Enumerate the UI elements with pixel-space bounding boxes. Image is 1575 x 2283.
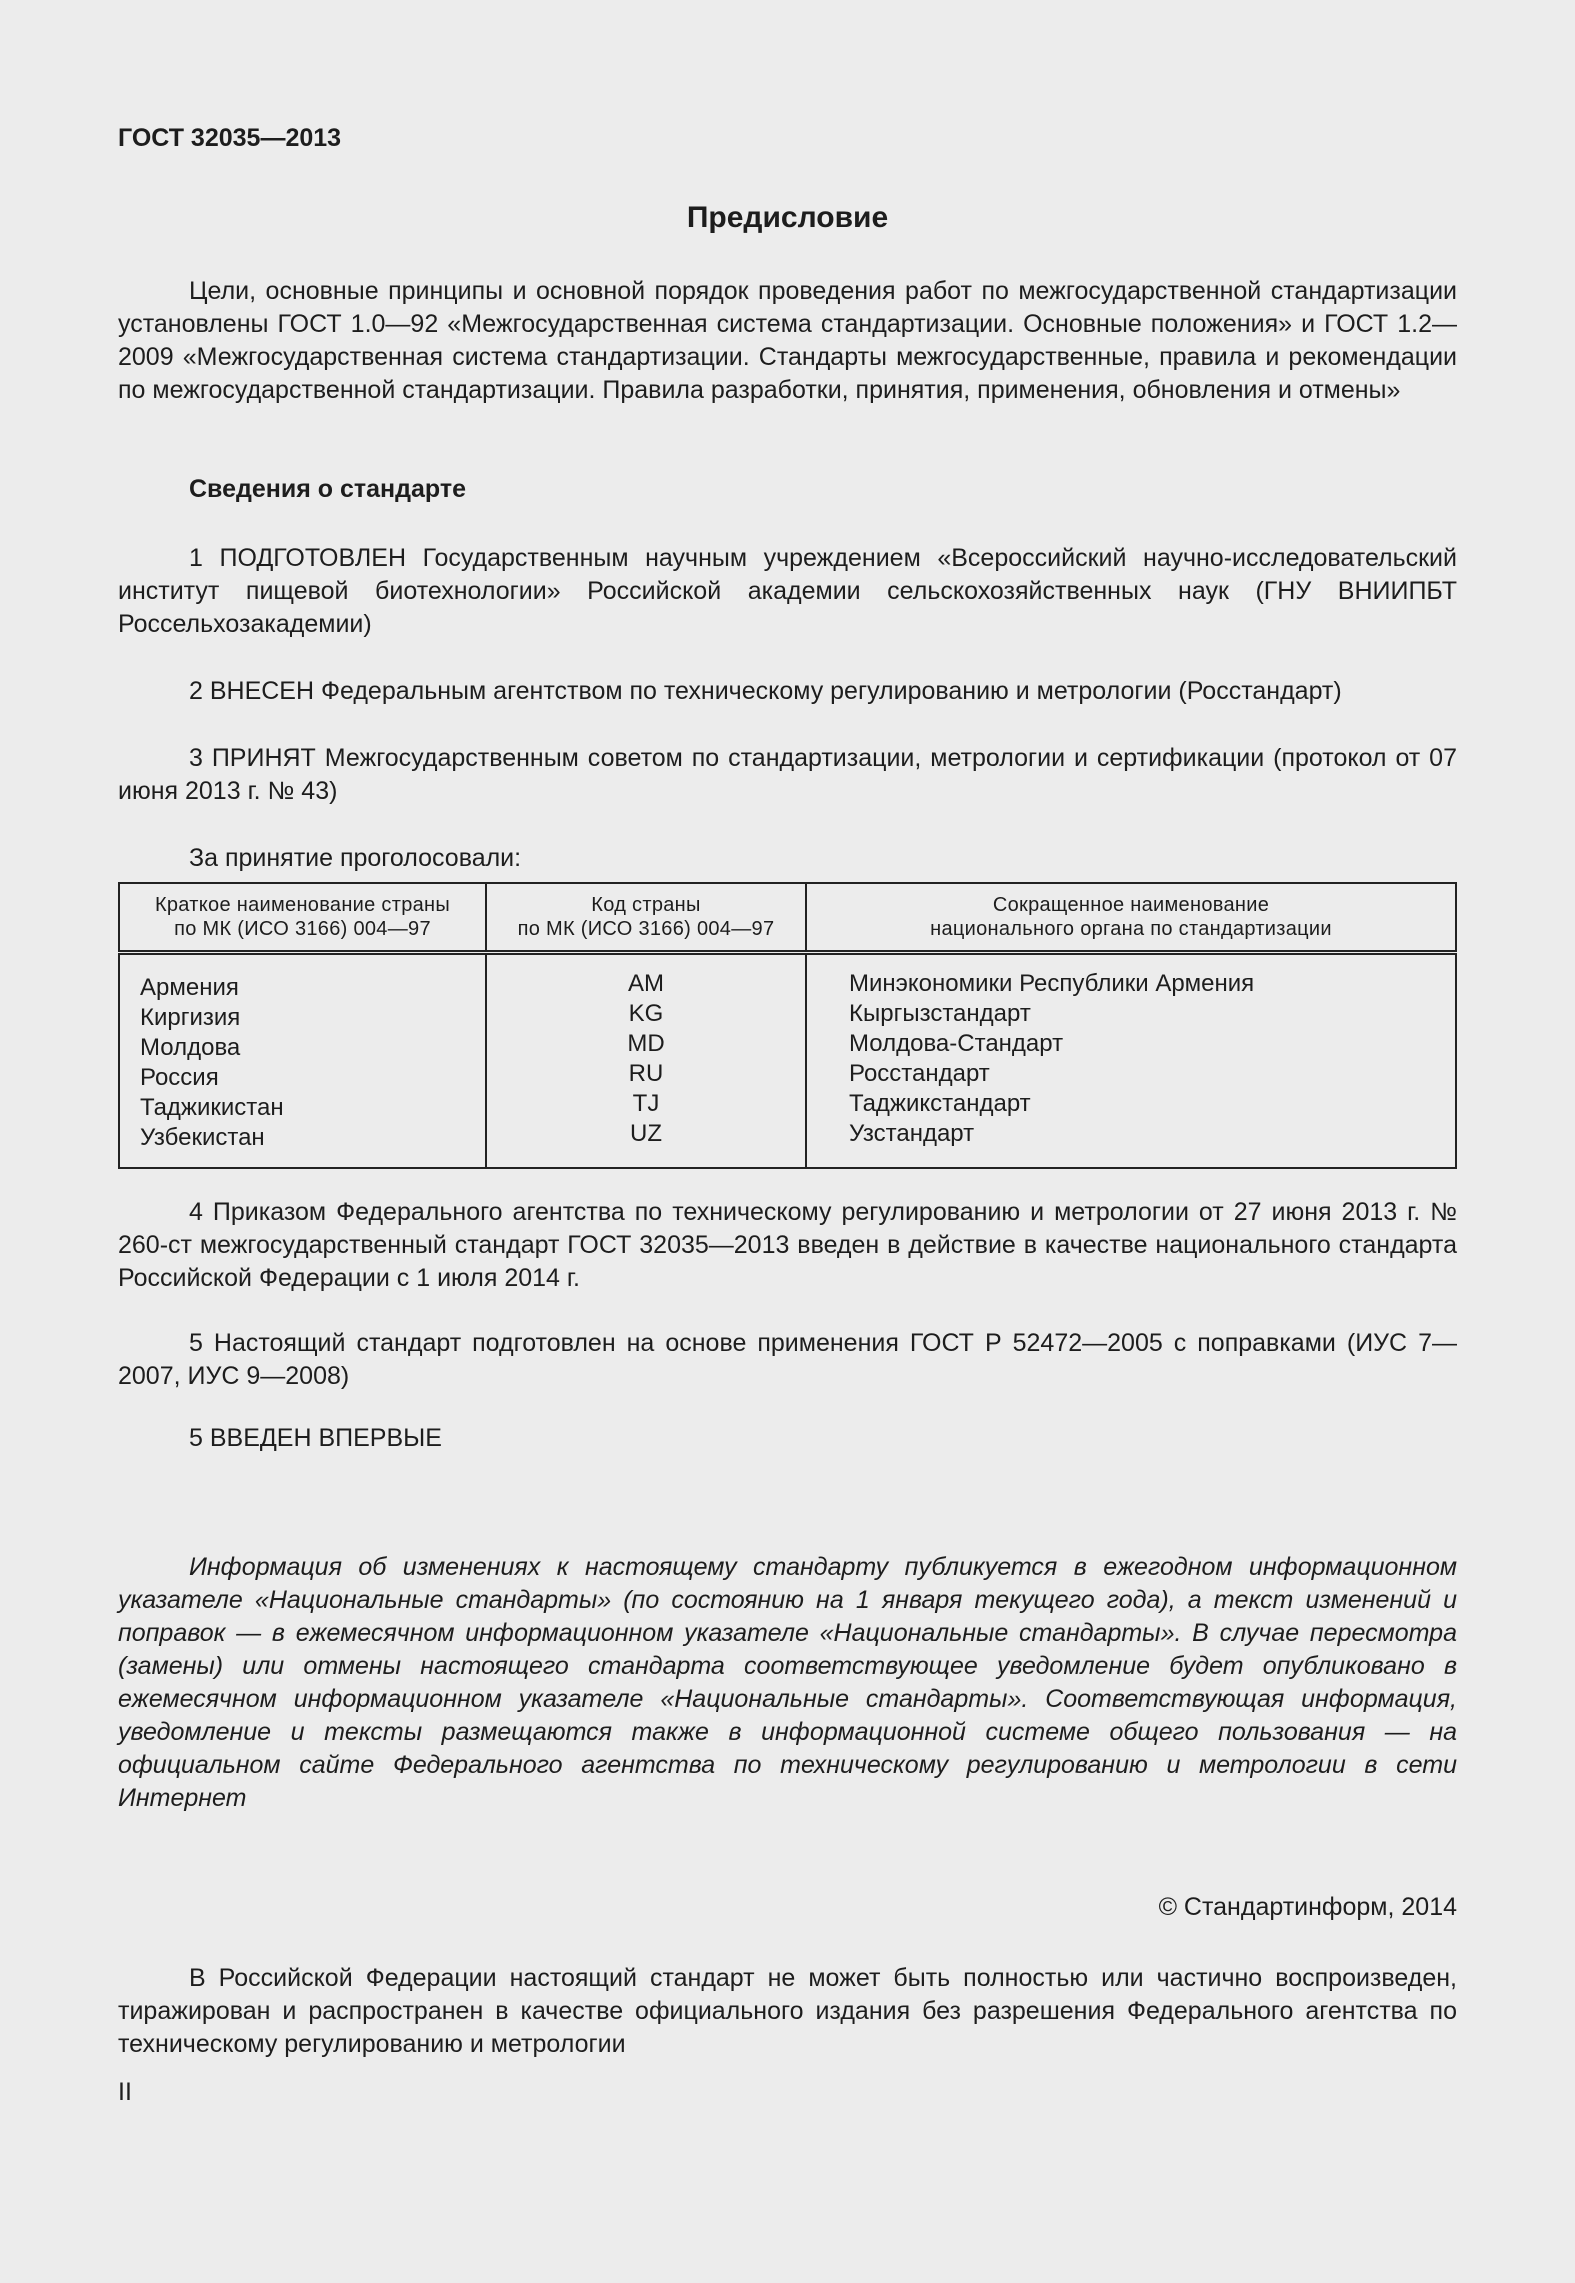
copyright-line: © Стандартинформ, 2014 [1158, 1893, 1457, 1921]
section-heading: Сведения о стандарте [189, 475, 467, 503]
item-order: 4 Приказом Федерального агентства по техническому регулированию и метрологии от 27 июня 2013 г. № 260-ст межгосударственный стандарт ГОСТ 32035—2013 введен в действие в качестве национального стандарта Российской Федерации с 1 июля 2014 г. [118, 1198, 1457, 1292]
notice-paragraph: Информация об изменениях к настоящему стандарту публикуется в ежегодном информационном указателе «Национальные стандарты» (по состоянию на 1 января текущего года), а текст изменений и поправок — в ежемесячном информационном указателе «Национальные стандарты». В случае пересмотра (замены) или отмены настоящего стандарта соответствующее уведомление будет опубликовано в ежемесячном информационном указателе «Национальные стандарты». Соответствующая информация, уведомление и тексты размещаются также в информационной системе общего пользования — на официальном сайте Федерального агентства по техническому регулированию и метрологии в сети Интернет [118, 1553, 1457, 1812]
country-cell: Россия [140, 1064, 219, 1091]
table-header-code: Код страны по МК (ИСО 3166) 004—97 [486, 883, 806, 953]
item-submitted: 2 ВНЕСЕН Федеральным агентством по техническому регулированию и метрологии (Росстандарт) [189, 677, 1342, 705]
country-cell: Молдова [140, 1034, 241, 1061]
country-cell: Узбекистан [140, 1124, 265, 1151]
rights-paragraph: В Российской Федерации настоящий стандарт не может быть полностью или частично воспроизведен, тиражирован и распространен в качестве официального издания без разрешения Федерального агентства по техническому регулированию и метрологии [118, 1964, 1457, 2058]
body-cell: Минэкономики Республики Армения [849, 970, 1255, 997]
table-header-body: Сокращенное наименование национального органа по стандартизации [806, 883, 1456, 953]
country-cell: Киргизия [140, 1004, 241, 1031]
item-adopted: 3 ПРИНЯТ Межгосударственным советом по стандартизации, метрологии и сертификации (протокол от 07 июня 2013 г. № 43) [118, 744, 1457, 805]
country-cell: Таджикистан [140, 1094, 284, 1121]
body-column [806, 953, 1456, 1169]
body-cell: Узстандарт [849, 1120, 975, 1147]
code-cell: KG [628, 1000, 664, 1027]
intro-paragraph: Цели, основные принципы и основной порядок проведения работ по межгосударственной стандартизации установлены ГОСТ 1.0—92 «Межгосударственная система стандартизации. Основные положения» и ГОСТ 1.2—2009 «Межгосударственная система стандартизации. Стандарты межгосударственные, правила и рекомендации по межгосударственной стандартизации. Правила разработки, принятия, применения, обновления и отмены» [118, 277, 1457, 404]
country-cell: Армения [140, 974, 239, 1001]
table-body-row [119, 953, 1456, 1169]
code-column [486, 953, 806, 1169]
code-cell: TJ [632, 1090, 660, 1117]
body-cell: Росстандарт [849, 1060, 990, 1087]
body-cell: Таджикстандарт [849, 1090, 1031, 1117]
voted-label: За принятие проголосовали: [189, 844, 522, 872]
document-header: ГОСТ 32035—2013 [118, 124, 342, 152]
code-cell: RU [628, 1060, 664, 1087]
table-header-country: Краткое наименование страны по МК (ИСО 3166) 004—97 [119, 883, 486, 953]
code-cell: MD [627, 1030, 665, 1057]
table-header-row [119, 883, 1456, 953]
item-prepared: 1 ПОДГОТОВЛЕН Государственным научным учреждением «Всероссийский научно-исследовательский институт пищевой биотехнологии» Российской академии сельскохозяйственных наук (ГНУ ВНИИПБТ Россельхозакадемии) [118, 544, 1457, 638]
voting-table [118, 882, 1457, 1169]
page-number: II [118, 2078, 132, 2106]
item-first-time: 5 ВВЕДЕН ВПЕРВЫЕ [189, 1424, 442, 1452]
body-cell: Кыргызстандарт [849, 1000, 1031, 1027]
country-column [119, 953, 486, 1169]
code-cell: UZ [630, 1120, 662, 1147]
body-cell: Молдова-Стандарт [849, 1030, 1064, 1057]
item-basis: 5 Настоящий стандарт подготовлен на основе применения ГОСТ Р 52472—2005 с поправками (ИУС 7—2007, ИУС 9—2008) [118, 1329, 1457, 1390]
code-cell: AM [628, 970, 664, 997]
page-title: Предисловие [686, 201, 889, 234]
